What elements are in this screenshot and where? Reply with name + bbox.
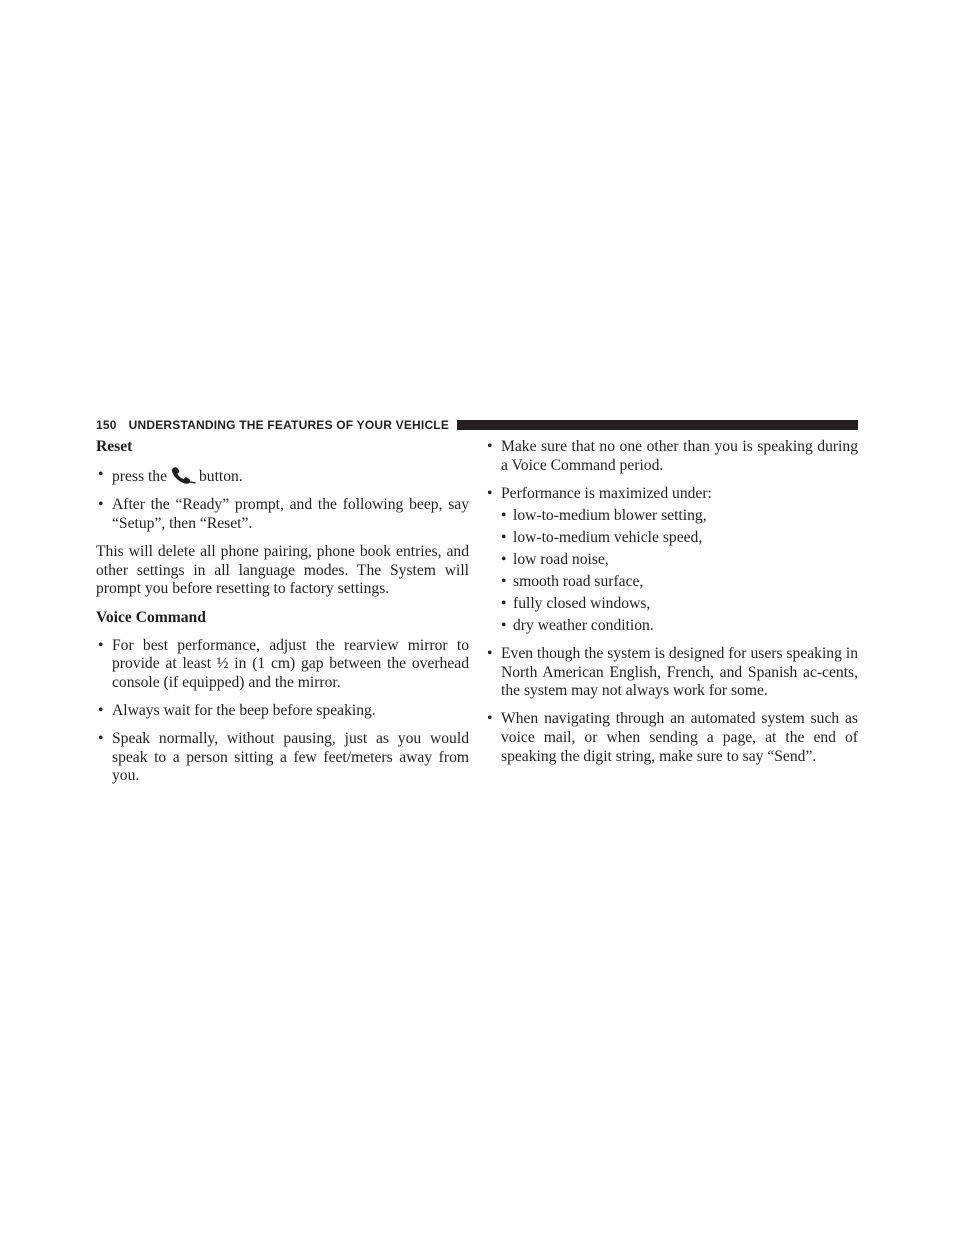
voice-command-list xyxy=(96,637,469,786)
condition-item: • dry weather condition. xyxy=(501,617,858,636)
list-item xyxy=(96,466,469,487)
reset-paragraph: This will delete all phone pairing, phone book entries, and other settings in all language modes. The System will prompt you before resetting to factory settings. xyxy=(96,543,469,598)
conditions-list xyxy=(501,507,858,636)
list-item xyxy=(485,485,858,636)
header-rule-bar xyxy=(457,420,858,430)
list-item: • When navigating through an automated system such as voice mail, or when sending a page, at the end of speaking the digit string, make sure to say “Send”. xyxy=(485,710,858,766)
list-item: • Speak normally, without pausing, just as you would speak to a person sitting a few feet/meters away from you. xyxy=(96,730,469,786)
condition-item: • smooth road surface, xyxy=(501,573,858,592)
list-item: • For best performance, adjust the rearview mirror to provide at least ½ in (1 cm) gap between the overhead console (if equipped) and the mirror. xyxy=(96,637,469,693)
condition-item: • low-to-medium vehicle speed, xyxy=(501,529,858,548)
right-column xyxy=(485,438,858,776)
reset-heading: Reset xyxy=(96,438,133,455)
reset-list xyxy=(96,466,469,533)
press-the-text: press the xyxy=(112,468,167,486)
condition-item: • fully closed windows, xyxy=(501,595,858,614)
list-item: • Even though the system is designed for users speaking in North American English, French, and Spanish ac-cents, the system may not always work for some. xyxy=(485,645,858,701)
page-header xyxy=(96,417,858,433)
voice-tips-list xyxy=(485,438,858,766)
left-column xyxy=(96,438,469,796)
phone-icon xyxy=(170,466,197,484)
condition-item: • low-to-medium blower setting, xyxy=(501,507,858,526)
performance-text: Performance is maximized under: xyxy=(501,484,712,502)
condition-item: • low road noise, xyxy=(501,551,858,570)
section-title: UNDERSTANDING THE FEATURES OF YOUR VEHICLE xyxy=(128,417,450,432)
list-item: • After the “Ready” prompt, and the following beep, say “Setup”, then “Reset”. xyxy=(96,496,469,533)
voice-command-heading: Voice Command xyxy=(96,608,206,626)
list-item: • Always wait for the beep before speaking. xyxy=(96,702,469,721)
page-number: 150 xyxy=(96,417,117,432)
list-item: • Make sure that no one other than you is speaking during a Voice Command period. xyxy=(485,438,858,475)
button-text: button. xyxy=(199,468,243,486)
